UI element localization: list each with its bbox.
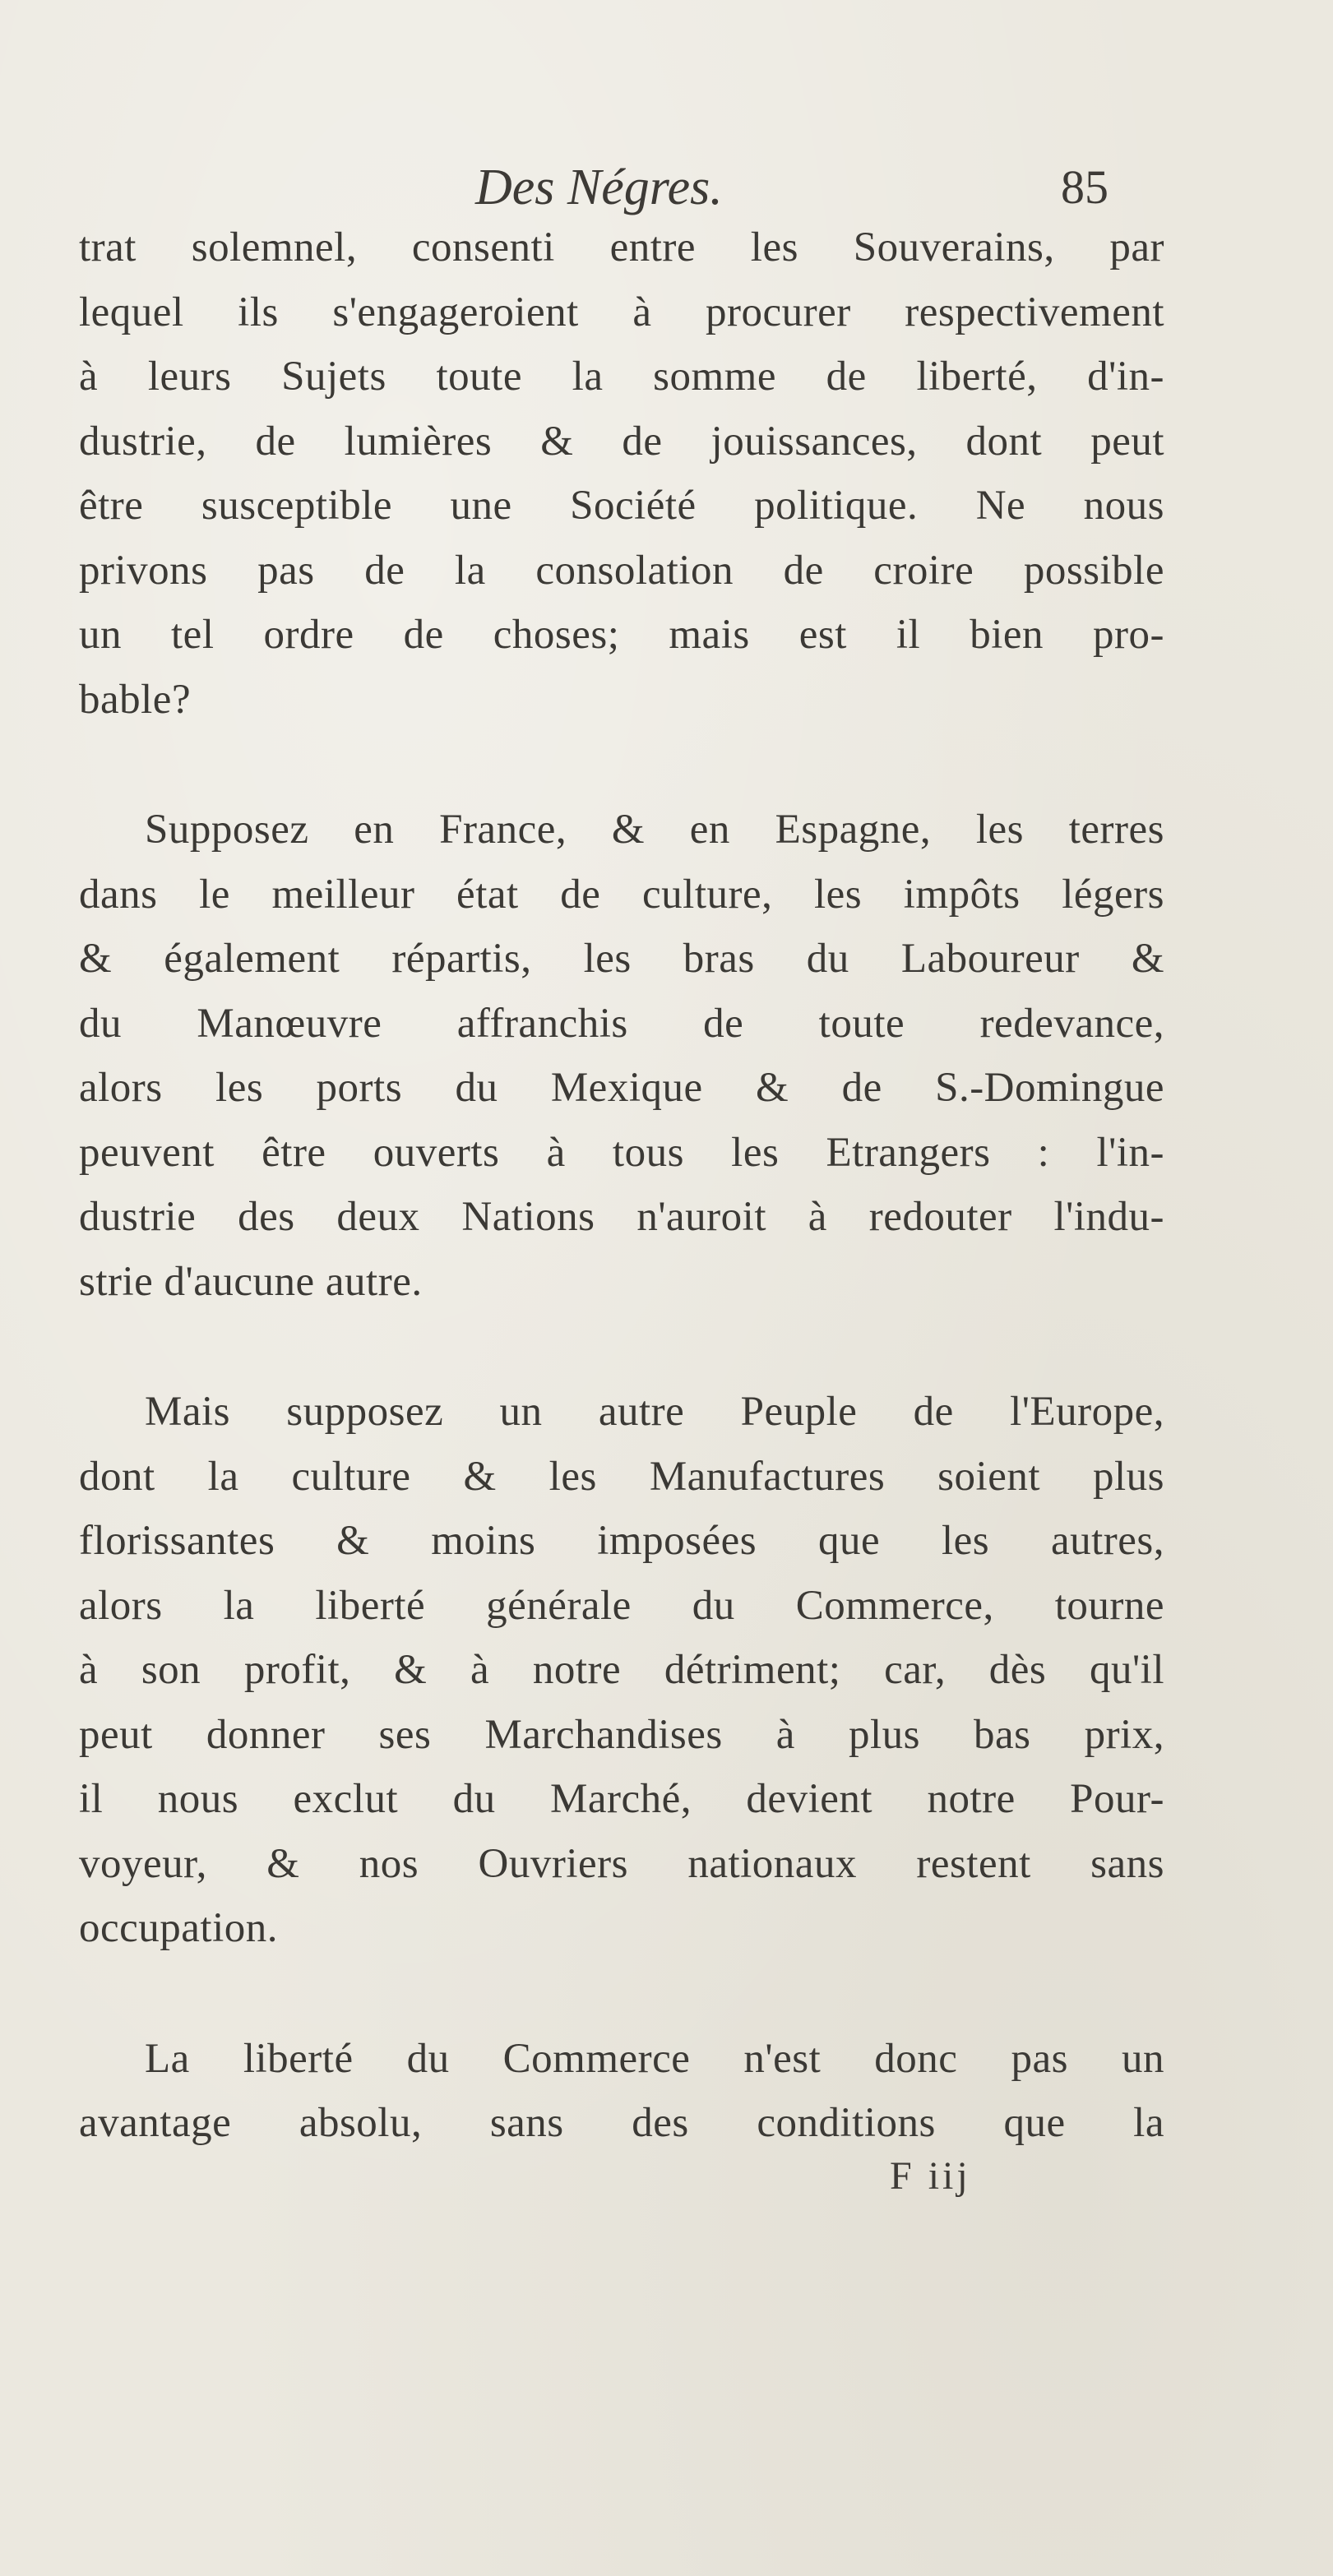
text-line: dustrie des deux Nations n'auroit à redouter l'indu- xyxy=(79,1194,1164,1240)
text-line: occupation. xyxy=(79,1905,278,1951)
signature-mark: F iij xyxy=(890,2154,971,2198)
text-line: La liberté du Commerce n'est donc pas un xyxy=(145,2035,1164,2082)
text-line: dans le meilleur état de culture, les impôts légers xyxy=(79,871,1164,918)
text-line: peuvent être ouverts à tous les Etrangers : l'in- xyxy=(79,1129,1164,1176)
text-line: bable? xyxy=(79,676,192,723)
text-line: lequel ils s'engageroient à procurer respectivement xyxy=(79,289,1164,335)
paragraph-3 xyxy=(79,1380,1164,1961)
text-line: alors la liberté générale du Commerce, tourne xyxy=(79,1582,1164,1629)
text-line: un tel ordre de choses; mais est il bien pro- xyxy=(79,612,1164,658)
text-line: peut donner ses Marchandises à plus bas prix, xyxy=(79,1711,1164,1758)
text-line: & également répartis, les bras du Laboureur & xyxy=(79,936,1164,982)
text-line: à leurs Sujets toute la somme de liberté, d'in- xyxy=(79,354,1164,400)
text-line: privons pas de la consolation de croire possible xyxy=(79,547,1164,594)
text-line: florissantes & moins imposées que les autres, xyxy=(79,1518,1164,1564)
text-line: à son profit, & à notre détriment; car, dès qu'il xyxy=(79,1647,1164,1693)
text-line: strie d'aucune autre. xyxy=(79,1258,423,1305)
paragraph-2 xyxy=(79,798,1164,1314)
text-line: avantage absolu, sans des conditions que la xyxy=(79,2100,1164,2146)
text-line: voyeur, & nos Ouvriers nationaux restent sans xyxy=(79,1840,1164,1887)
text-line: il nous exclut du Marché, devient notre Pour- xyxy=(79,1776,1164,1822)
page-header xyxy=(0,155,1333,220)
page-number: 85 xyxy=(1061,160,1109,214)
paragraph-1 xyxy=(79,215,1164,732)
text-line: être susceptible une Société politique. Ne nous xyxy=(79,483,1164,529)
text-line: dont la culture & les Manufactures soient plus xyxy=(79,1453,1164,1500)
text-line: du Manœuvre affranchis de toute redevance, xyxy=(79,1000,1164,1047)
running-title: Des Négres. xyxy=(475,160,723,215)
text-line: Mais supposez un autre Peuple de l'Europe, xyxy=(145,1389,1164,1435)
text-line: alors les ports du Mexique & de S.-Domingue xyxy=(79,1065,1164,1111)
text-line: Supposez en France, & en Espagne, les terres xyxy=(145,807,1164,853)
text-line: dustrie, de lumières & de jouissances, dont peut xyxy=(79,418,1164,465)
text-line: trat solemnel, consenti entre les Souverains, par xyxy=(79,224,1164,271)
paragraph-4 xyxy=(79,2027,1164,2156)
body-text xyxy=(79,215,1164,2156)
